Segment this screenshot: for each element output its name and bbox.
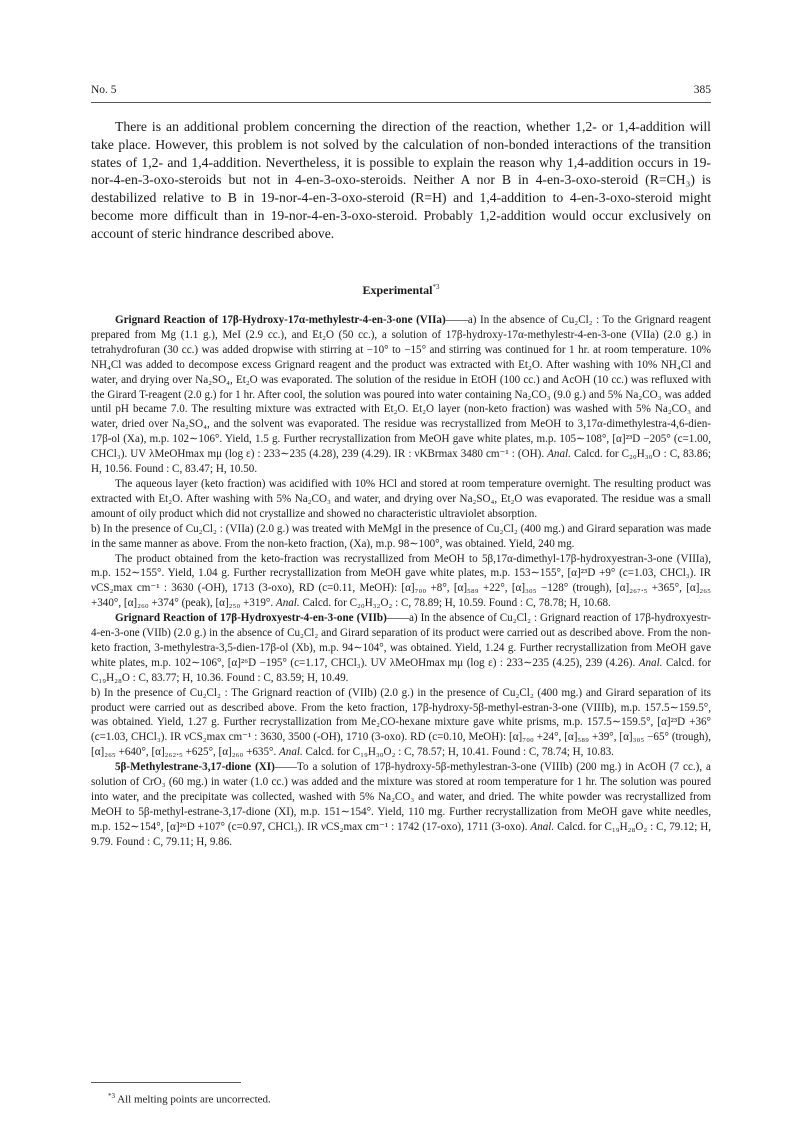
footnote-mark: *3 <box>108 1092 115 1100</box>
running-header <box>91 84 711 98</box>
anal-label: Anal. <box>279 746 303 759</box>
page-number: 385 <box>693 84 711 96</box>
paragraph-heading: Grignard Reaction of 17β-Hydroxyestr-4-en-3-one (VIIb) <box>115 612 387 625</box>
anal-label: Anal. <box>530 820 555 833</box>
paragraph-presence-cu2cl2-viib <box>91 686 711 761</box>
paragraph-keto-fraction <box>91 552 711 612</box>
section-heading <box>91 283 711 298</box>
anal-label: Anal. <box>275 597 300 610</box>
anal-values: Calcd. for C₁₉H₂₈O : C, 83.77; H, 10.36. Found : C, 83.59; H, 10.49. <box>91 656 712 684</box>
footnote-text: All melting points are uncorrected. <box>117 1093 271 1106</box>
experimental-body <box>91 313 711 850</box>
paragraph-text: ——a) In the absence of Cu₂Cl₂ : Grignard reaction of 17β-hydroxyestr-4-en-3-one (VIIb) (2.0 g.) in the absence of Cu₂Cl₂ and Girard separation of its product were carried out as described above. From the non-keto fraction, 3-methylestra-3,5-dien-17β-ol (Xb), m.p. 94∼104°, was obtained. Yield, 1.24 g. Further recrystallization from MeOH gave white plates, m.p. 102∼106°, [α]²⁶D −195° (c=1.17, CHCl₃). UV λMeOHmax mμ (log ε) : 233∼235 (4.25), 239 (4.26). <box>91 612 711 669</box>
anal-values: Calcd. for C₂₀H₃₀O : C, 83.86; H, 10.56. Found : C, 83.47; H, 10.50. <box>91 448 711 476</box>
paragraph-text: The product obtained from the keto-fraction was recrystallized from MeOH to 5β,17α-dimethyl-17β-hydroxyestran-3-one (VIIIa), m.p. 152∼155°. Yield, 1.04 g. Further recrystallization from MeOH gave white plates, m.p. 153∼155°, [α]²³D +9° (c=1.03, CHCl₃). IR νCS₂max cm⁻¹ : 3630 (-OH), 1713 (3-oxo), RD (c=0.11, MeOH): [α]₇₀₀ +8°, [α]₅₈₉ +22°, [α]₃₀₅ −128° (trough), [α]₂₆₇.₅ +365°, [α]₂₆₅ +340°, [α]₂₆₀ +374° (peak), [α]₂₅₀ +319°. <box>91 552 711 610</box>
anal-values: Calcd. for C₁₉H₂₈O₂ : C, 79.12; H, 9.79. Found : C, 79.11; H, 9.86. <box>91 820 711 848</box>
anal-values: Calcd. for C₂₀H₃₂O₂ : C, 78.89; H, 10.59. Found : C, 78.78; H, 10.68. <box>302 597 611 610</box>
paragraph-grignard-viib <box>91 611 711 686</box>
journal-number: No. 5 <box>91 84 117 96</box>
paragraph-aqueous-layer: The aqueous layer (keto fraction) was acidified with 10% HCl and stored at room temperature overnight. The resulting product was extracted with Et₂O. After washing with 5% Na₂CO₃ and water, and drying over Na₂SO₄, Et₂O was evaporated. The residue was a small amount of oily product which did not crystallize and showed no characteristic ultraviolet absorption. <box>91 477 711 520</box>
section-title: Experimental <box>362 283 433 297</box>
anal-label: Anal. <box>547 448 571 461</box>
anal-values: Calcd. for C₁₉H₃₀O₂ : C, 78.57; H, 10.41. Found : C, 78.74; H, 10.83. <box>305 746 614 759</box>
paragraph-heading: 5β-Methylestrane-3,17-dione (XI) <box>115 761 275 774</box>
footnote <box>108 1092 271 1106</box>
paragraph-heading: Grignard Reaction of 17β-Hydroxy-17α-methylestr-4-en-3-one (VIIa) <box>115 314 446 326</box>
footnote-rule <box>91 1082 241 1083</box>
anal-label: Anal. <box>638 656 663 669</box>
paragraph-methylestrane-dione <box>91 760 711 849</box>
section-footnote-mark: *3 <box>432 283 440 291</box>
paragraph-grignard-viia <box>91 313 711 477</box>
paragraph-text: b) In the presence of Cu₂Cl₂ : The Grignard reaction of (VIIb) (2.0 g.) in the presence of Cu₂Cl₂ (400 mg.) and Girard separation of its product were carried out as described above. From the keto fraction, 17β-hydroxy-5β-methyl-estran-3-one (VIIIb), m.p. 157.5∼159.5°, was obtained. Yield, 1.27 g. Further recrystallization from Me₂CO-hexane mixture gave white prisms, m.p. 157.5∼159.5°, [α]²³D +36° (c=1.03, CHCl₃). IR νCS₂max cm⁻¹ : 3630, 3500 (-OH), 1710 (3-oxo). RD (c=0.10, MeOH): [α]₇₀₀ +24°, [α]₅₈₉ +39°, [α]₃₀₅ −65° (trough), [α]₂₆₅ +640°, [α]₂₆₂.₅ +625°, [α]₂₆₀ +635°. <box>91 686 711 759</box>
header-rule <box>91 102 711 103</box>
paragraph-text: ——a) In the absence of Cu₂Cl₂ : To the Grignard reagent prepared from Mg (1.1 g.), MeI (2.9 cc.), and Et₂O (50 cc.), a solution of 17β-hydroxy-17α-methylestr-4-en-3-one (VIIa) (2.0 g.) in tetrahydrofuran (30 cc.) was added dropwise with stirring at −10° to −15° and stirring was continued for 1 hr. at room temperature. 10% NH₄Cl was added to decompose excess Grignard reagent and the product was extracted with Et₂O. After washing with 10% NH₄Cl and water, and drying over Na₂SO₄, Et₂O was evaporated. The solution of the residue in EtOH (100 cc.) and AcOH (10 cc.) was refluxed with the Girard T-reagent (2.0 g.) for 1 hr. After cool, the solution was poured into water containing Na₂CO₃ (9.0 g.) and 5% Na₂CO₃ was added until pH became 7.0. The resulting mixture was extracted with Et₂O. Et₂O layer (non-keto fraction) was washed with 5% Na₂CO₃ and water, dried over Na₂SO₄, and the solvent was evaporated. The residue was recrystallized from MeOH to 3,17α-dimethylestra-4,6-dien-17β-ol (Xa), m.p. 102∼106°. Yield, 1.5 g. Further recrystallization from MeOH gave white plates, m.p. 105∼108°, [α]²³D −205° (c=1.00, CHCl₃). UV λMeOHmax mμ (log ε) : 233∼235 (4.28), 239 (4.29). IR : νKBrmax 3480 cm⁻¹ : (OH). <box>91 314 711 461</box>
paragraph-presence-cu2cl2-viia: b) In the presence of Cu₂Cl₂ : (VIIa) (2.0 g.) was treated with MeMgI in the presence of Cu₂Cl₂ (400 mg.) and Girard separation was made in the same manner as above. From the non-keto fraction, (Xa), m.p. 98∼100°, was obtained. Yield, 240 mg. <box>91 522 711 550</box>
paragraph-text: ——To a solution of 17β-hydroxy-5β-methylestran-3-one (VIIIb) (200 mg.) in AcOH (7 cc.), a solution of CrO₃ (60 mg.) in water (1.0 cc.) was added and the mixture was stored at room temperature for 1 hr. The solution was poured into water, and the precipitate was collected, washed with 5% Na₂CO₃ and water, and dried. The white powder was recrystallized from MeOH to 5β-methyl-estrane-3,17-dione (XI), m.p. 151∼154°. Yield, 110 mg. Further recrystallization from MeOH gave white needles, m.p. 152∼154°, [α]²⁶D +107° (c=0.97, CHCl₃). IR νCS₂max cm⁻¹ : 1742 (17-oxo), 1711 (3-oxo). <box>91 761 711 833</box>
intro-paragraph: There is an additional problem concerning the direction of the reaction, whether 1,2- or 1,4-addition will take place. However, this problem is not solved by the calculation of non-bonded interactions of the transition states of 1,2- and 1,4-addition. Nevertheless, it is possible to explain the reason why 1,4-addition occurs in 19-nor-4-en-3-oxo-steroids but not in 4-en-3-oxo-steroids. Neither A nor B in 4-en-3-oxo-steroid (R=CH₃) is destabilized relative to B in 19-nor-4-en-3-oxo-steroid (R=H) and 1,4-addition to 4-en-3-oxo-steroid might become more difficult than in 19-nor-4-en-3-oxo-steroid. Probably 1,2-addition would occur exclusively on account of steric hindrance described above. <box>91 119 711 241</box>
